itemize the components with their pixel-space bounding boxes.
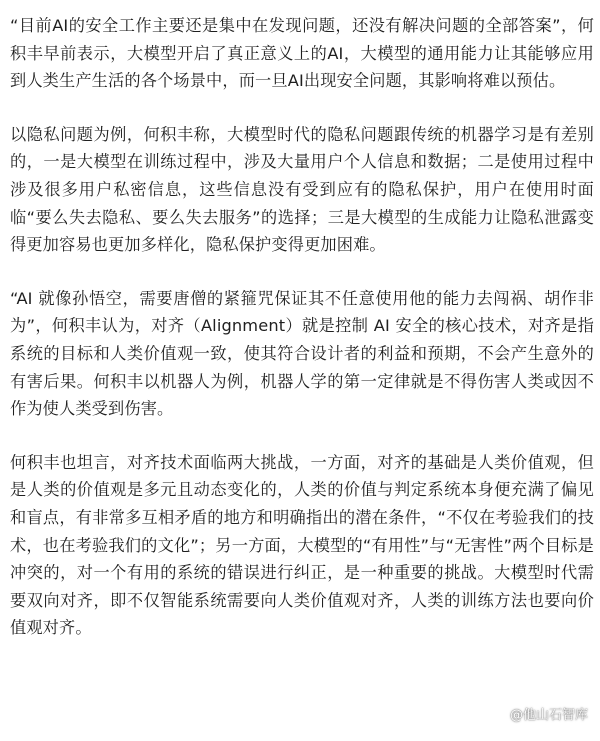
logo-icon [490,706,506,722]
paragraph-2: 以隐私问题为例，何积丰称，大模型时代的隐私问题跟传统的机器学习是有差别的，一是大模型在训练过程中，涉及大量用户个人信息和数据；二是使用过程中涉及很多用户私密信息，这些信息没有受到应有的隐私保护，用户在使用时面临“要么失去隐私、要么失去服务”的选择；三是大模型的生成能力让隐私泄露变得更加容易也更加多样化，隐私保护变得更加困难。 [10,124,594,255]
paragraph-1: “目前AI的安全工作主要还是集中在发现问题，还没有解决问题的全部答案”，何积丰早前表示，大模型开启了真正意义上的AI，大模型的通用能力让其能够应用到人类生产生活的各个场景中，而一旦AI出现安全问题，其影响将难以预估。 [10,16,594,91]
watermark [490,704,588,723]
watermark-text: @他山石智库 [509,708,588,723]
paragraph-4: 何积丰也坦言，对齐技术面临两大挑战，一方面，对齐的基础是人类价值观，但是人类的价值观是多元且动态变化的，人类的价值与判定系统本身便充满了偏见和盲点，有非常多互相矛盾的地方和明确指出的潜在条件，“不仅在考验我们的技术，也在考验我们的文化”；另一方面，大模型的“有用性”与“无害性”两个目标是冲突的，对一个有用的系统的错误进行纠正，是一种重要的挑战。大模型时代需要双向对齐，即不仅智能系统需要向人类价值观对齐，人类的训练方法也要向价值观对齐。 [10,452,594,638]
paragraph-3: “AI 就像孙悟空，需要唐僧的紧箍咒保证其不任意使用他的能力去闯祸、胡作非为”，何积丰认为，对齐（Alignment）就是控制 AI 安全的核心技术，对齐是指系统的目标和人类价值观一致，使其符合设计者的利益和预期，不会产生意外的有害后果。何积丰以机器人为例，机器人学的第一定律就是不得伤害人类或因不作为使人类受到伤害。 [10,288,594,419]
